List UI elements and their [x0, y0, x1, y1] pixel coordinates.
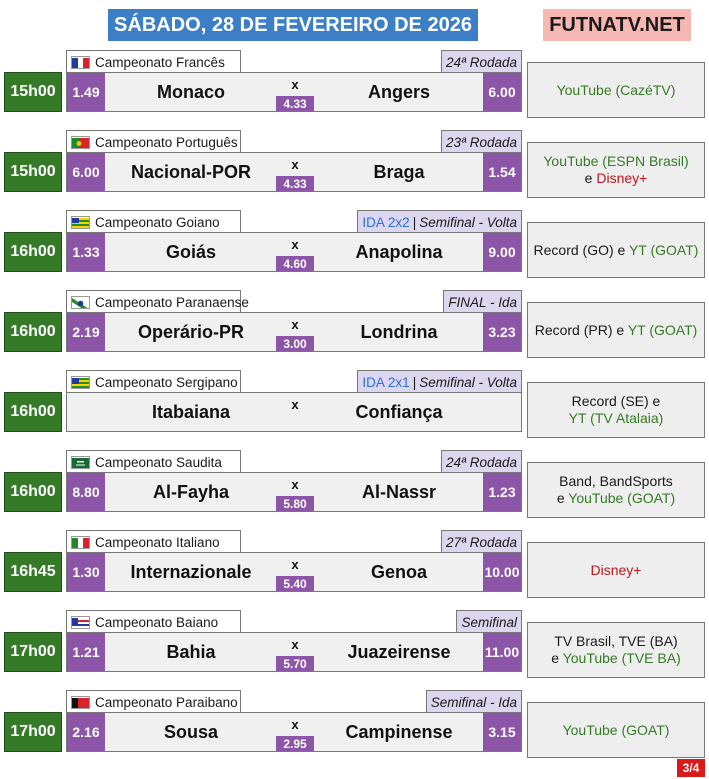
- versus-mark: x: [291, 237, 299, 252]
- match-box: [66, 312, 522, 352]
- broadcast-box: [527, 542, 705, 598]
- odd-draw: 4.33: [276, 96, 314, 111]
- odd-home: 2.16: [67, 713, 105, 751]
- channel-line: [543, 153, 688, 170]
- match-box: [66, 232, 522, 272]
- broadcast-box: [527, 462, 705, 518]
- match-row: [0, 130, 709, 202]
- channel-line: [585, 170, 648, 187]
- odd-home: 1.21: [67, 633, 105, 671]
- round-label: Semifinal - Volta: [419, 374, 517, 390]
- round-label: Semifinal: [461, 614, 517, 630]
- match-row: [0, 370, 709, 442]
- versus-mark: x: [291, 557, 299, 572]
- home-team: Goiás: [165, 241, 217, 262]
- kickoff-time: 15h00: [4, 72, 62, 112]
- match-row: [0, 530, 709, 602]
- odd-home: 8.80: [67, 473, 105, 511]
- home-team: Internazionale: [130, 561, 252, 582]
- channel-text: e: [551, 650, 563, 666]
- round-tab: [441, 50, 522, 73]
- odd-draw: 5.70: [276, 656, 314, 671]
- match-row: [0, 50, 709, 122]
- round-tab: [357, 370, 522, 393]
- round-label: FINAL - Ida: [448, 294, 517, 310]
- broadcast-box: [527, 622, 705, 678]
- odd-away: 9.00: [483, 233, 521, 271]
- away-team: Confiança: [355, 401, 443, 422]
- channel-text: Record (PR) e: [534, 321, 628, 338]
- channel-line: [554, 633, 677, 650]
- kickoff-time: 15h00: [4, 152, 62, 192]
- channel-text: TV Brasil, TVE (BA): [554, 633, 678, 649]
- match-box: [66, 712, 522, 752]
- odd-away: 11.00: [483, 633, 521, 671]
- odd-home: 1.30: [67, 553, 105, 591]
- odd-away: 3.15: [483, 713, 521, 751]
- channel-line: [563, 722, 670, 739]
- competition-name: Campeonato Sergipano: [95, 374, 238, 390]
- round-tab: [441, 130, 522, 153]
- away-team: Angers: [367, 81, 430, 102]
- match-row: [0, 610, 709, 682]
- competition-tab: [66, 290, 249, 313]
- away-team: Londrina: [360, 321, 438, 342]
- paraiba-flag-icon: [71, 696, 90, 709]
- competition-name: Campeonato Saudita: [95, 454, 222, 470]
- competition-name: Campeonato Goiano: [95, 214, 220, 230]
- channel-text: YouTube (ESPN Brasil): [543, 153, 689, 169]
- italy-flag-icon: [71, 536, 90, 549]
- competition-tab: [66, 610, 241, 633]
- versus-mark: x: [291, 397, 299, 412]
- channel-text: Disney+: [590, 561, 642, 578]
- match-box: [66, 472, 522, 512]
- kickoff-time: 16h00: [4, 392, 62, 432]
- channel-text: Band, BandSports: [559, 473, 673, 489]
- kickoff-time: 16h00: [4, 232, 62, 272]
- competition-tab: [66, 450, 241, 473]
- site-name: FUTNATV.NET: [543, 9, 691, 41]
- round-tab: [456, 610, 522, 633]
- home-team: Nacional-POR: [130, 161, 252, 182]
- broadcast-box: [527, 62, 705, 118]
- match-box: [66, 632, 522, 672]
- round-label: 23ª Rodada: [445, 134, 517, 150]
- broadcast-box: [527, 302, 705, 358]
- competition-tab: [66, 530, 241, 553]
- away-team: Braga: [373, 161, 425, 182]
- channel-text: YT (GOAT): [628, 241, 699, 258]
- kickoff-time: 17h00: [4, 632, 62, 672]
- match-row: [0, 290, 709, 362]
- round-tab: [357, 210, 522, 233]
- channel-text: Record (SE) e: [571, 393, 661, 409]
- channel-text: Record (GO) e: [533, 241, 629, 258]
- away-team: Anapolina: [355, 241, 443, 262]
- odd-draw: 5.40: [276, 576, 314, 591]
- goias-flag-icon: [71, 216, 90, 229]
- round-label: 24ª Rodada: [445, 454, 517, 470]
- parana-flag-icon: [71, 296, 90, 309]
- odd-draw: 3.00: [276, 336, 314, 351]
- odd-away: 6.00: [483, 73, 521, 111]
- broadcast-box: [527, 702, 705, 758]
- competition-name: Campeonato Francês: [95, 54, 225, 70]
- home-team: Itabaiana: [151, 401, 231, 422]
- round-label: 24ª Rodada: [445, 54, 517, 70]
- competition-tab: [66, 130, 241, 153]
- competition-name: Campeonato Paraibano: [95, 694, 238, 710]
- kickoff-time: 16h45: [4, 552, 62, 592]
- channel-text: e: [556, 490, 569, 506]
- odd-draw: 5.80: [276, 496, 314, 511]
- round-separator: |: [412, 214, 417, 230]
- channel-text: YouTube (TVE BA): [562, 650, 681, 666]
- match-row: [0, 210, 709, 282]
- away-team: Juazeirense: [347, 641, 451, 662]
- channel-text: YT (GOAT): [627, 321, 698, 338]
- odd-home: 1.49: [67, 73, 105, 111]
- round-tab: [441, 450, 522, 473]
- competition-tab: [66, 50, 241, 73]
- competition-name: Campeonato Paranaense: [95, 294, 249, 310]
- round-label: Semifinal - Volta: [419, 214, 517, 230]
- round-label: Semifinal - Ida: [430, 694, 517, 710]
- versus-mark: x: [291, 317, 299, 332]
- round-tab: [441, 530, 522, 553]
- channel-line: [551, 650, 680, 667]
- match-box: [66, 152, 522, 192]
- channel-text: e: [584, 170, 597, 186]
- odd-draw: 4.60: [276, 256, 314, 271]
- broadcast-box: [527, 142, 705, 198]
- kickoff-time: 16h00: [4, 312, 62, 352]
- versus-mark: x: [291, 77, 299, 92]
- channel-line: [557, 82, 676, 99]
- away-team: Campinense: [345, 721, 453, 742]
- odd-away: 3.23: [483, 313, 521, 351]
- versus-mark: x: [291, 157, 299, 172]
- odd-home: 2.19: [67, 313, 105, 351]
- odd-away: 1.54: [483, 153, 521, 191]
- channel-text: YT (TV Atalaia): [568, 410, 664, 426]
- home-team: Monaco: [156, 81, 225, 102]
- odd-home: 1.33: [67, 233, 105, 271]
- versus-mark: x: [291, 477, 299, 492]
- channel-line: [569, 410, 664, 427]
- channel-line: [534, 242, 699, 259]
- home-team: Operário-PR: [137, 321, 245, 342]
- channel-text: YouTube (GOAT): [568, 490, 676, 506]
- channel-text: YouTube (CazéTV): [556, 81, 676, 98]
- aggregate-score: IDA 2x2: [362, 214, 410, 230]
- odd-draw: 4.33: [276, 176, 314, 191]
- broadcast-box: [527, 222, 705, 278]
- channel-text: YouTube (GOAT): [562, 721, 670, 738]
- bahia-flag-icon: [71, 616, 90, 629]
- odd-away: 1.23: [483, 473, 521, 511]
- competition-tab: [66, 210, 241, 233]
- kickoff-time: 16h00: [4, 472, 62, 512]
- competition-tab: [66, 370, 241, 393]
- france-flag-icon: [71, 56, 90, 69]
- sergipe-flag-icon: [71, 376, 90, 389]
- away-team: Al-Nassr: [361, 481, 437, 502]
- match-row: [0, 450, 709, 522]
- odd-away: 10.00: [483, 553, 521, 591]
- match-box: [66, 72, 522, 112]
- portugal-flag-icon: [71, 136, 90, 149]
- kickoff-time: 17h00: [4, 712, 62, 752]
- channel-line: [535, 322, 698, 339]
- versus-mark: x: [291, 637, 299, 652]
- competition-name: Campeonato Italiano: [95, 534, 220, 550]
- match-box: [66, 552, 522, 592]
- channel-line: [557, 490, 675, 507]
- away-team: Genoa: [370, 561, 427, 582]
- competition-name: Campeonato Português: [95, 134, 238, 150]
- aggregate-score: IDA 2x1: [362, 374, 410, 390]
- page-indicator: 3/4: [677, 759, 705, 777]
- competition-name: Campeonato Baiano: [95, 614, 219, 630]
- odd-draw: 2.95: [276, 736, 314, 751]
- channel-text: Disney+: [596, 170, 648, 186]
- round-separator: |: [412, 374, 417, 390]
- match-box: [66, 392, 522, 432]
- broadcast-box: [527, 382, 705, 438]
- match-row: [0, 690, 709, 762]
- versus-mark: x: [291, 717, 299, 732]
- date-title: SÁBADO, 28 DE FEVEREIRO DE 2026: [108, 9, 478, 41]
- home-team: Sousa: [163, 721, 219, 742]
- odd-home: 6.00: [67, 153, 105, 191]
- channel-line: [572, 393, 661, 410]
- round-tab: [426, 690, 522, 713]
- channel-line: [591, 562, 642, 579]
- round-label: 27ª Rodada: [445, 534, 517, 550]
- channel-line: [559, 473, 673, 490]
- home-team: Al-Fayha: [152, 481, 230, 502]
- competition-tab: [66, 690, 241, 713]
- saudi-flag-icon: [71, 456, 90, 469]
- home-team: Bahia: [166, 641, 216, 662]
- round-tab: [443, 290, 522, 313]
